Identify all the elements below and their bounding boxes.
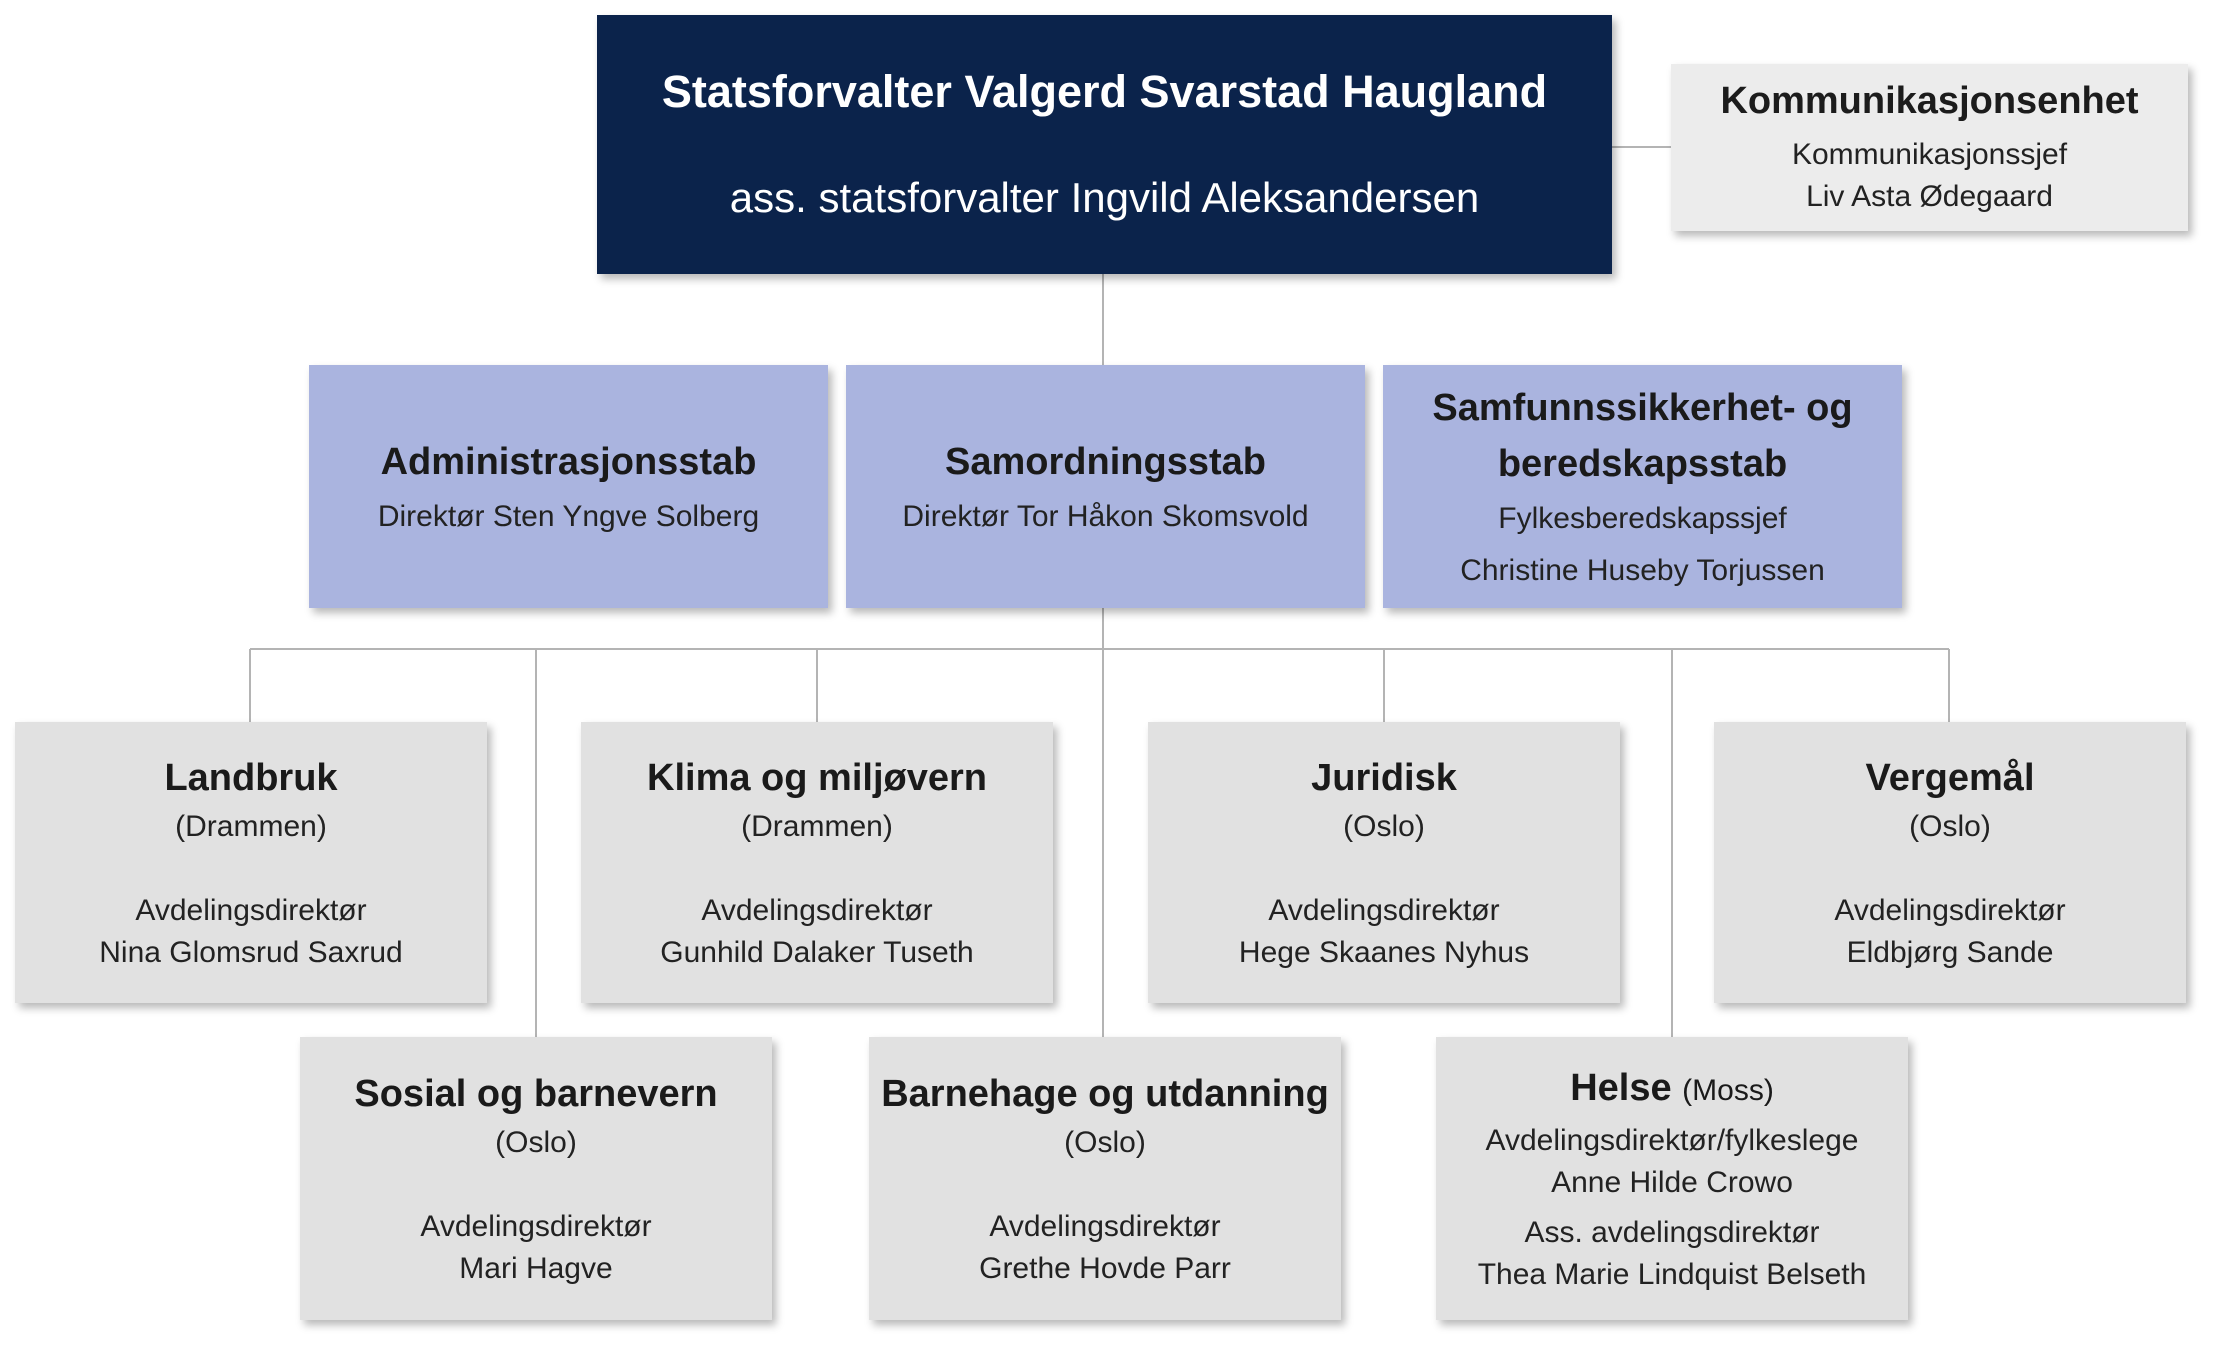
department-location: (Drammen) <box>175 810 327 844</box>
department-head: Anne Hilde Crowo <box>1551 1166 1793 1200</box>
department-role: Avdelingsdirektør <box>1834 894 2066 928</box>
department-role: Avdelingsdirektør <box>989 1210 1221 1244</box>
department-head: Nina Glomsrud Saxrud <box>99 936 403 970</box>
department-title-row <box>1570 1061 1774 1116</box>
staff-role: Fylkesberedskapssjef <box>1498 501 1787 535</box>
department-head: Mari Hagve <box>459 1252 613 1286</box>
staff-title: Samordningsstab <box>945 440 1266 483</box>
department-role: Avdelingsdirektør <box>420 1210 652 1244</box>
department-head: Gunhild Dalaker Tuseth <box>660 936 974 970</box>
top-subtitle: ass. statsforvalter Ingvild Aleksandersen <box>729 174 1480 222</box>
department-role: Avdelingsdirektør <box>701 894 933 928</box>
top-title: Statsforvalter Valgerd Svarstad Haugland <box>661 66 1548 118</box>
communication-box <box>1671 64 2188 231</box>
staff-title-line1: Samfunnssikkerhet- og <box>1432 387 1853 430</box>
staff-title: Administrasjonsstab <box>380 440 757 483</box>
department-title: Helse <box>1570 1066 1672 1109</box>
department-head: Eldbjørg Sande <box>1846 936 2054 970</box>
staff-director: Direktør Sten Yngve Solberg <box>377 500 760 534</box>
department-location: (Drammen) <box>741 810 893 844</box>
department-head: Grethe Hovde Parr <box>979 1252 1231 1286</box>
department-location: (Oslo) <box>1343 810 1425 844</box>
department-location: (Oslo) <box>495 1126 577 1160</box>
department-title: Juridisk <box>1311 756 1457 799</box>
staff-director: Direktør Tor Håkon Skomsvold <box>902 500 1309 534</box>
department-box-barnehage <box>869 1037 1341 1320</box>
staff-box-beredskap <box>1383 365 1902 608</box>
department-title: Vergemål <box>1865 756 2035 799</box>
staff-box-administrasjon <box>309 365 828 608</box>
department-assistant-name: Thea Marie Lindquist Belseth <box>1477 1258 1867 1292</box>
staff-box-samordning <box>846 365 1365 608</box>
department-box-landbruk <box>15 722 487 1003</box>
department-title: Barnehage og utdanning <box>881 1072 1329 1115</box>
department-box-vergemal <box>1714 722 2186 1003</box>
department-assistant-role: Ass. avdelingsdirektør <box>1524 1216 1820 1250</box>
staff-name: Christine Huseby Torjussen <box>1460 553 1825 587</box>
department-role: Avdelingsdirektør <box>135 894 367 928</box>
department-title: Landbruk <box>164 756 338 799</box>
department-box-juridisk <box>1148 722 1620 1003</box>
communication-title: Kommunikasjonsenhet <box>1720 79 2139 122</box>
department-title: Klima og miljøvern <box>647 756 987 799</box>
department-box-helse <box>1436 1037 1908 1320</box>
department-location: (Moss) <box>1682 1073 1774 1107</box>
top-leader-box <box>597 15 1612 274</box>
department-title: Sosial og barnevern <box>354 1072 718 1115</box>
communication-name: Liv Asta Ødegaard <box>1806 180 2053 214</box>
department-role: Avdelingsdirektør/fylkeslege <box>1485 1124 1859 1158</box>
department-location: (Oslo) <box>1064 1126 1146 1160</box>
staff-title-line2: beredskapsstab <box>1497 442 1788 485</box>
department-head: Hege Skaanes Nyhus <box>1238 936 1530 970</box>
department-box-sosial <box>300 1037 772 1320</box>
department-location: (Oslo) <box>1909 810 1991 844</box>
department-role: Avdelingsdirektør <box>1268 894 1500 928</box>
communication-role: Kommunikasjonssjef <box>1791 138 2068 172</box>
department-box-klima <box>581 722 1053 1003</box>
